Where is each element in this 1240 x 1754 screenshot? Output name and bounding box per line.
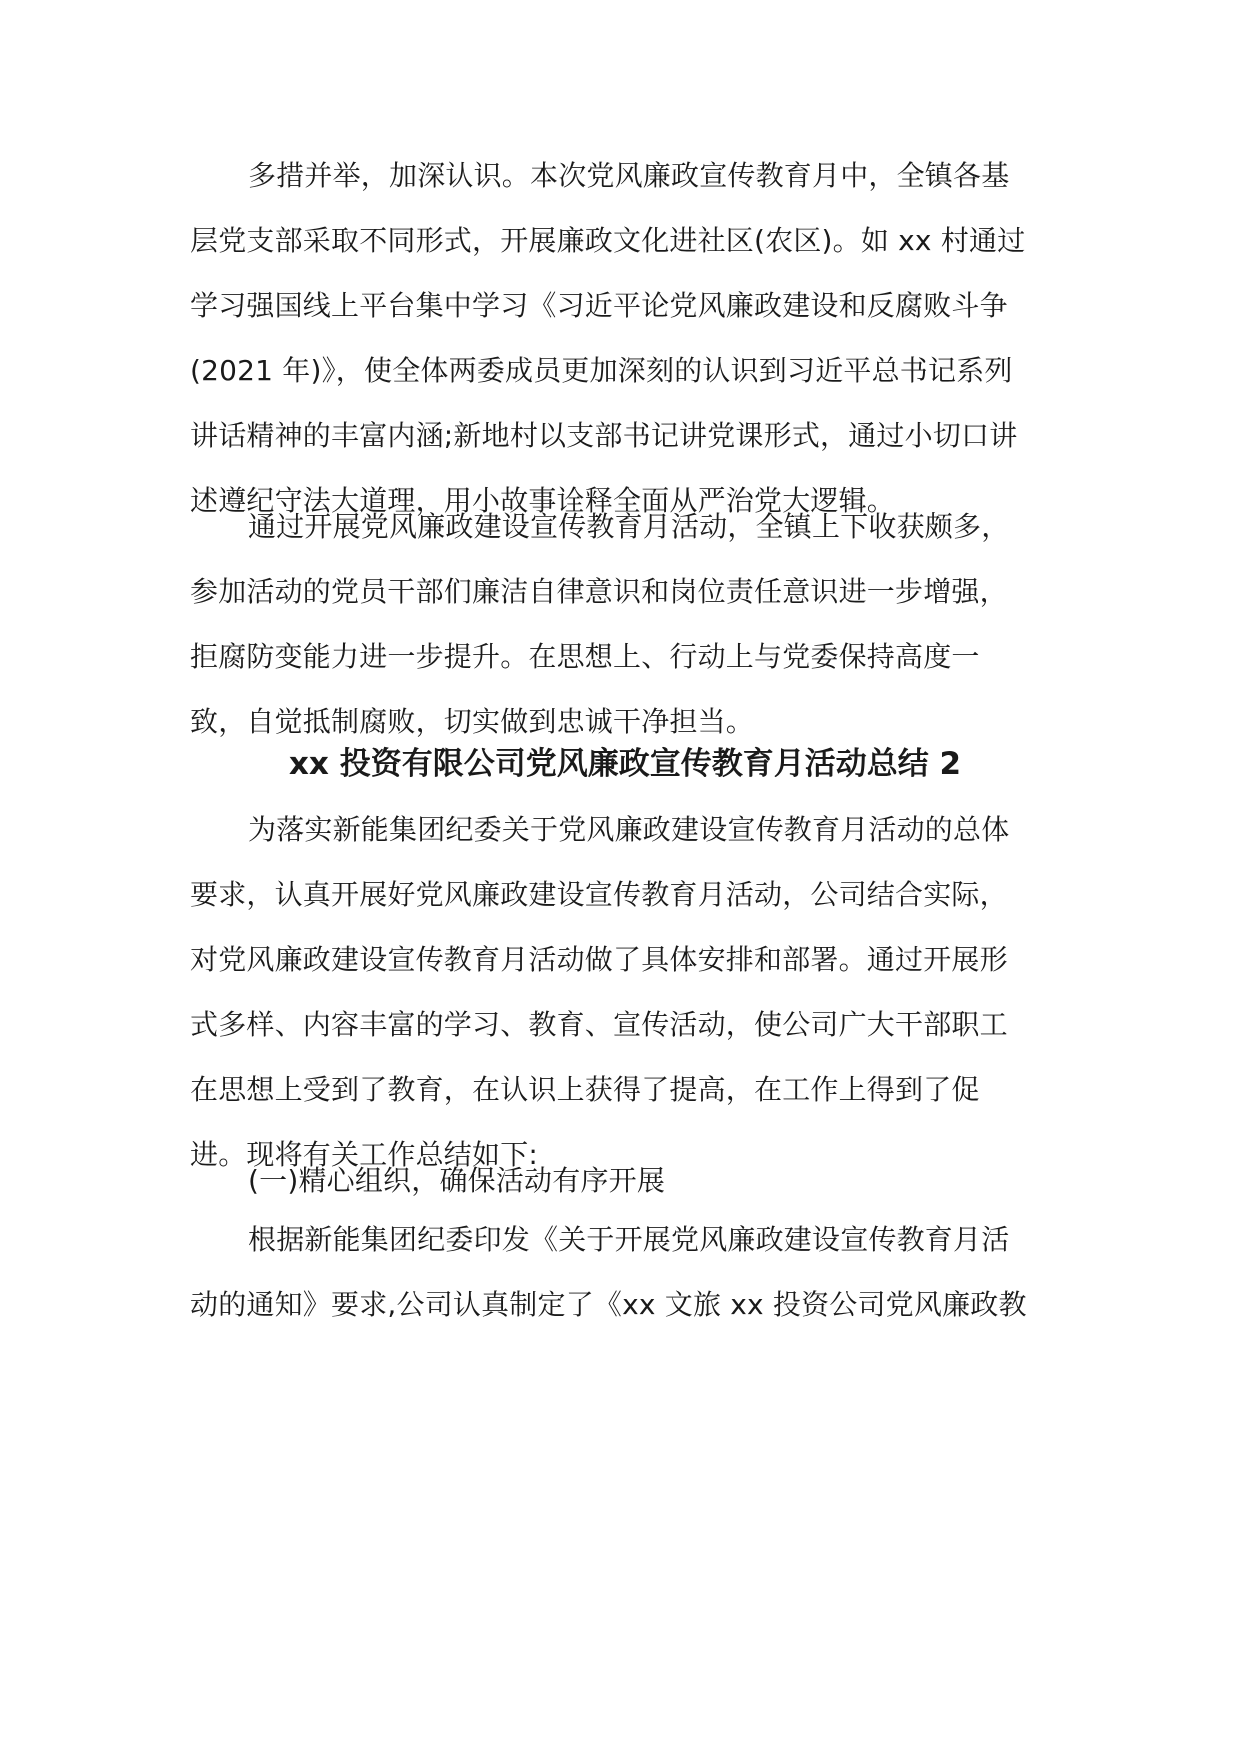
paragraph-line: 在思想上受到了教育，在认识上获得了提高，在工作上得到了促	[190, 1073, 980, 1106]
paragraph-4	[190, 1207, 1060, 1337]
paragraph-line: 要求，认真开展好党风廉政建设宣传教育月活动，公司结合实际，	[190, 878, 1008, 911]
paragraph-line: 致，自觉抵制腐败，切实做到忠诚干净担当。	[190, 705, 755, 738]
paragraph-line: (一)精心组织，确保活动有序开展	[248, 1164, 666, 1197]
paragraph-1	[190, 143, 1060, 533]
paragraph-line: 为落实新能集团纪委关于党风廉政建设宣传教育月活动的总体	[248, 813, 1010, 846]
paragraph-line: 动的通知》要求,公司认真制定了《xx 文旅 xx 投资公司党风廉政教	[190, 1288, 1027, 1321]
subheading-paragraph	[190, 1148, 1060, 1213]
paragraph-line: 学习强国线上平台集中学习《习近平论党风廉政建设和反腐败斗争	[190, 289, 1008, 322]
paragraph-3	[190, 797, 1060, 1187]
paragraph-line: (2021 年)》，使全体两委成员更加深刻的认识到习近平总书记系列	[190, 354, 1013, 387]
paragraph-line: 进。现将有关工作总结如下:	[190, 1138, 539, 1171]
paragraph-line: 拒腐防变能力进一步提升。在思想上、行动上与党委保持高度一	[190, 640, 980, 673]
paragraph-line: 参加活动的党员干部们廉洁自律意识和岗位责任意识进一步增强，	[190, 575, 1008, 608]
section-heading: xx 投资有限公司党风廉政宣传教育月活动总结 2	[288, 746, 962, 782]
paragraph-line: 对党风廉政建设宣传教育月活动做了具体安排和部署。通过开展形	[190, 943, 1008, 976]
paragraph-line: 多措并举，加深认识。本次党风廉政宣传教育月中，全镇各基	[248, 159, 1010, 192]
paragraph-line: 式多样、内容丰富的学习、教育、宣传活动，使公司广大干部职工	[190, 1008, 1008, 1041]
paragraph-line: 通过开展党风廉政建设宣传教育月活动，全镇上下收获颇多，	[248, 510, 1010, 543]
paragraph-2	[190, 494, 1060, 754]
paragraph-line: 层党支部采取不同形式，开展廉政文化进社区(农区)。如 xx 村通过	[190, 224, 1026, 257]
paragraph-line: 讲话精神的丰富内涵;新地村以支部书记讲党课形式，通过小切口讲	[190, 419, 1018, 452]
paragraph-line: 述遵纪守法大道理，用小故事诠释全面从严治党大逻辑。	[190, 484, 896, 517]
paragraph-line: 根据新能集团纪委印发《关于开展党风廉政建设宣传教育月活	[248, 1223, 1010, 1256]
